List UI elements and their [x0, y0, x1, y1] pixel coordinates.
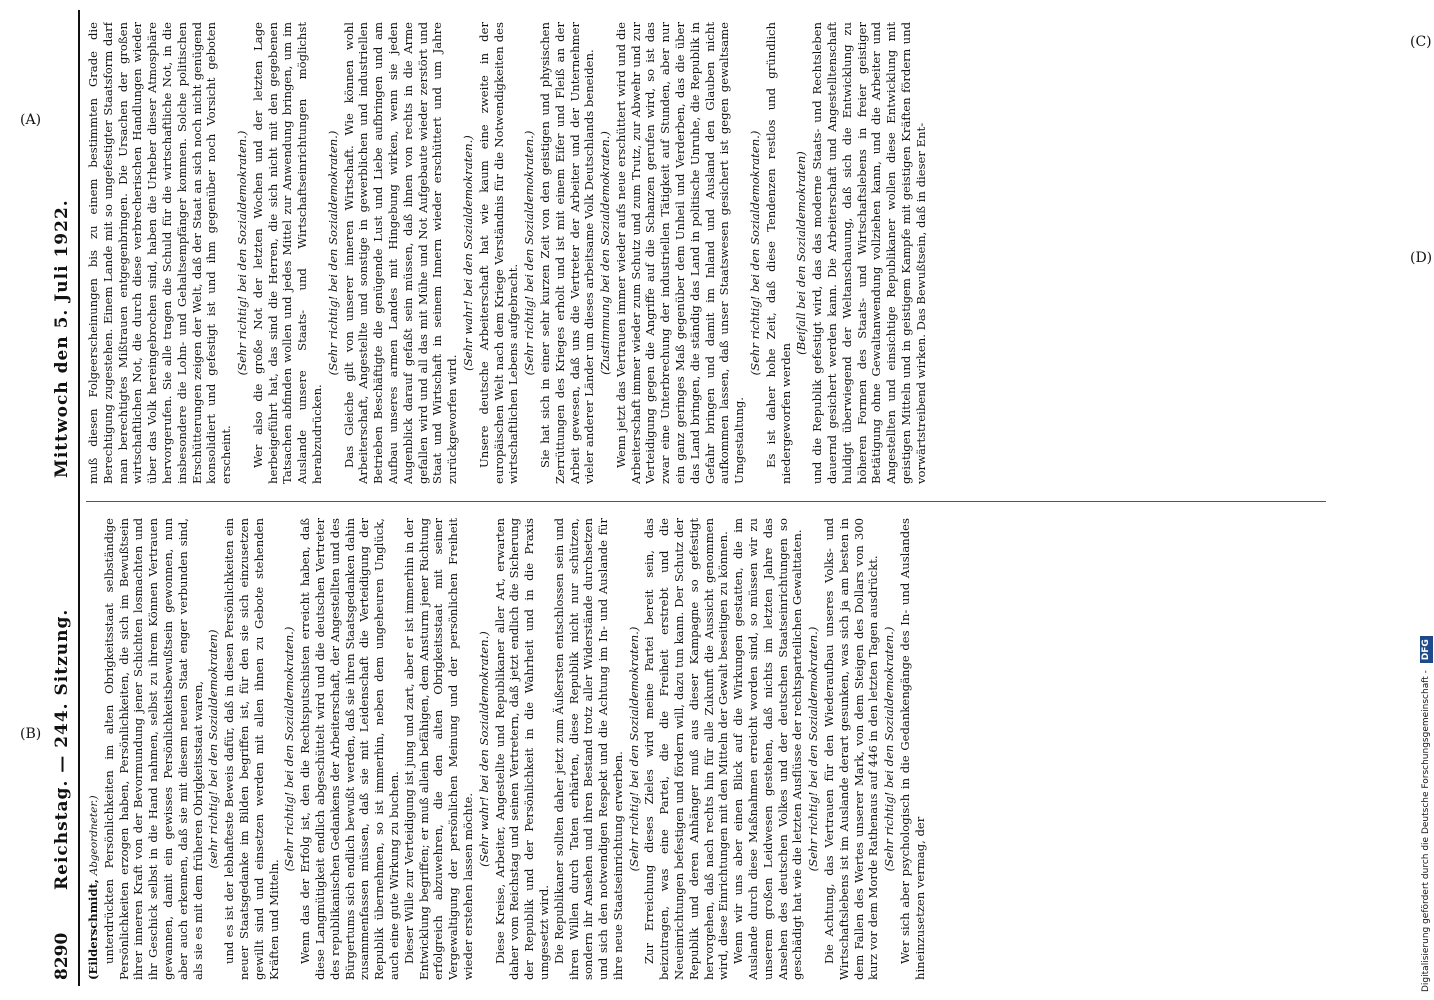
dfg-logo: DFG	[1420, 636, 1433, 663]
speaker-role: Abgeordneter.)	[88, 795, 100, 876]
digitization-sidenote-text	[1416, 8, 1434, 992]
interjection: (Sehr richtig! bei den Sozialdemokraten.)	[882, 626, 897, 872]
margin-mark-c: (C)	[1410, 34, 1432, 50]
paragraph: Unsere deutsche Arbeiterschaft hat wie kaum eine zweite in der europäischen Welt nach dem Kriege Verständnis für die Notwendigkeiten des wirtschaftlichen Lebens aufgebracht.	[476, 22, 521, 484]
speaker-name: (Eilderschmidt,	[86, 879, 100, 980]
interjection: (Sehr richtig! bei den Sozialdemokraten.)	[522, 130, 537, 376]
paragraph: muß diesen Folgeerscheinungen bis zu einem bestimmten Grade die Berechtigung zugestehen. Einem Lande mit so ungefestigter Staatsform darf man berechtigtes Mißtrauen entgegenbringen. Die Ursachen der großen wirtschaftlichen Not, die durch diese verbrecherischen Handlungen wieder über das Volk hereingebrochen sind, haben die Urheber dieser Atmosphäre hervorgerufen. Sie alle tragen die Schuld für die wirtschaftliche Not, in die insbesondere die Lohn- und Gehaltsempfänger kommen. Solche politischen Erschütterungen zeigen der Welt, daß der Staat an sich noch nicht genügend konsolidiert und gefestigt ist und ihm gegenüber noch Vorsicht geboten erscheint.	[86, 22, 234, 484]
margin-mark-a: (A)	[20, 112, 42, 128]
paragraph: und es ist der lebhafteste Beweis dafür, daß in diesen Persönlichkeiten ein neuer Staatsgedanke im Bilden begriffen ist, für den sie sich einzusetzen gewillt sind und einsetzen werden mit allen ihnen zu Gebote stehenden Kräften und Mitteln.	[222, 518, 281, 980]
header-left-title: Reichstag. — 244. Sitzung.	[52, 608, 72, 890]
paragraph: Es ist daher hohe Zeit, daß diese Tendenzen restlos und gründlich niedergeworfen werden	[763, 22, 793, 484]
interjection: (Sehr wahr! bei den Sozialdemokraten.)	[460, 135, 475, 371]
page-number: 8290	[52, 932, 72, 980]
column-divider	[86, 501, 1326, 502]
paragraph: Wer sich aber psychologisch in die Gedankengänge des In- und Auslandes hineinzusetzen vermag, der	[898, 518, 927, 980]
digitization-sidenote	[1416, 8, 1434, 992]
paragraph: Sie hat sich in einer sehr kurzen Zeit von den geistigen und physischen Zerrüttungen des Krieges erholt und ist mit einem Eifer und Fleiß an der Arbeit gewesen, daß uns die Vertreter der Arbeiter und der Unternehmer vieler anderer Länder um dieses arbeitsame Volk Deutschlands beneiden.	[537, 22, 597, 484]
paragraph: Zur Erreichung dieses Zieles wird meine Partei bereit sein, das beizutragen, was eine Partei, die die Freiheit erstrebt und die Neueinrichtungen befestigen und fördern will, dazu tun kann. Der Schutz der Republik und deren Anhänger muß aus dieser Kampagne so gefestigt hervorgehen, daß nach rechts hin für alle Zukunft die Aussicht genommen wird, diese Einrichtungen mit den Mitteln der Gewalt beseitigen zu können.	[642, 518, 731, 980]
digitization-note: Digitalisierung gefördert durch die Deutsche Forschungsgemeinschaft -	[1421, 670, 1431, 992]
paragraph: Wer also die große Not der letzten Wochen und der letzten Lage herbeigeführt hat, das sind die Herren, die sich nicht mit den gegebenen Tatsachen abfinden wollen und jedes Mittel zur Anwendung bringen, um im Auslande unsere Staats- und Wirtschaftseinrichtungen möglichst herabzudrücken.	[250, 22, 324, 484]
interjection: (sehr richtig! bei den Sozialdemokraten)	[206, 629, 221, 869]
right-column	[86, 22, 1336, 484]
interjection: (Sehr richtig! bei den Sozialdemokraten.)	[325, 130, 340, 376]
paragraph: Das Gleiche gilt von unserer inneren Wirtschaft. Wie können wohl Arbeiterschaft, Angestellte und sonstige in gewerblichen und industriellen Betrieben Beschäftigte die genügende Lust und Liebe aufbringen und am Aufbau unseres armen Landes mit Hingebung wirken, wenn sie jeden Augenblick darauf gefaßt sein müssen, daß ihnen von rechts in die Arme gefallen wird und all das mit Mühe und Not Aufgebaute wieder zerstört und Staat und Wirtschaft in seinem Innern wieder erschüttert und um Jahre zurückgeworfen wird.	[341, 22, 460, 484]
paragraph: Die Republikaner sollten daher jetzt zum Äußersten entschlossen sein und ihren Willen durch Taten erhärten, diese Republik nicht nur schützen, sondern ihr Ansehen und ihren Bestand trotz aller Widerstände durchsetzen und sich den notwendigen Respekt und die Achtung im In- und Auslande für ihre neue Staatseinrichtung erwerben.	[551, 518, 625, 980]
interjection: (Sehr richtig! bei den Sozialdemokraten.)	[282, 626, 297, 872]
paragraph: Diese Kreise, Arbeiter, Angestellte und Republikaner aller Art, erwarten daher vom Reichstag und seinen Vertretern, daß jetzt endlich die Sicherung der Republik und der Persönlichkeit in die Wahrheit und in die Praxis umgesetzt wird.	[492, 518, 551, 980]
paragraph: Wenn jetzt das Vertrauen immer wieder aufs neue erschüttert wird und die Arbeiterschaft immer wieder zum Schutz und zum Trutz, zur Abwehr und zur Verteidigung gegen die Angriffe auf die Schanzen gerufen wird, so ist das zwar eine Unterbrechung der industriellen Tätigkeit auf Stunden, aber nur ein ganz geringes Maß gegenüber dem Unheil und Verderben, das die über das Land bringen, die ständig das Land in politische Unruhe, die Republik in Gefahr bringen und damit im Inland und Ausland den Glauben nicht aufkommen lassen, daß unser Staatswesen gesichert ist gegen gewaltsame Umgestaltung.	[613, 22, 747, 484]
paragraph: Dieser Wille zur Verteidigung ist jung und zart, aber er ist immerhin in der Entwicklung begriffen; er muß allein befähigen, dem Ansturm jener Richtung erfolgreich abzuwehren, die den alten Obrigkeitsstaat mit seiner Vergewaltigung der persönlichen Meinung und der persönlichen Freiheit wieder erstehen lassen möchte.	[401, 518, 475, 980]
paragraph: Wenn wir uns aber einen Blick auf die Wirkungen gestatten, die im Auslande durch diese Maßnahmen erreicht worden sind, so müssen wir zu unserem großen Leidwesen gestehen, daß nichts im letzten Jahre das Ansehen des deutschen Volkes und der deutschen Staatseinrichtungen so geschädigt hat wie die letzten Ausflüsse der rechtsparteilichen Gewalttaten.	[731, 518, 805, 980]
interjection: (Sehr richtig! bei den Sozialdemokraten.)	[806, 626, 821, 872]
interjection: (Sehr wahr! bei den Sozialdemokraten.)	[476, 631, 491, 867]
interjection: (Sehr richtig! bei den Sozialdemokraten.)	[748, 130, 763, 376]
speaker-line	[86, 518, 102, 980]
header-right-title: Mittwoch den 5. Juli 1922.	[52, 199, 72, 478]
margin-mark-b: (B)	[20, 726, 42, 742]
paragraph: Wenn das der Erfolg ist, den die Rechtsputschisten erreicht haben, daß diese Langmütigkeit endlich abgeschüttelt wird und die deutschen Vertreter des republikanischen Gedankens der Arbeiterschaft, der Angestellten und des Bürgertums sich endlich bewußt werden, daß sie ihren Staatsgedanken dahin zusammenfassen müssen, daß sie mit Leidenschaft die Verteidigung der Republik übernehmen, so ist immerhin, neben dem ungeheuren Unglück, auch eine gute Wirkung zu buchen.	[298, 518, 401, 980]
interjection: (Sehr richtig! bei den Sozialdemokraten.)	[234, 130, 249, 376]
paragraph: Die Achtung, das Vertrauen für den Wiederaufbau unseres Volks- und Wirtschaftslebens ist im Auslande derart gesunken, was sich ja am besten in dem Fallen des Wertes unserer Mark, von dem Steigen des Dollars von 300 kurz vor dem Morde Rathenaus auf 446 in den letzten Tagen ausdrückt.	[822, 518, 881, 980]
interjection: (Zustimmung bei den Sozialdemokraten.)	[598, 131, 613, 375]
margin-mark-d: (D)	[1410, 250, 1433, 266]
page-header	[52, 10, 80, 986]
interjection: (Sehr richtig! bei den Sozialdemokraten.)	[626, 626, 641, 872]
left-column	[86, 518, 1336, 980]
interjection: (Beifall bei den Sozialdemokraten)	[794, 151, 809, 355]
paragraph: unterdrückten Persönlichkeiten im alten Obrigkeitsstaat selbständige Persönlichkeiten erzogen haben, Persönlichkeiten, die sich im Bewußtsein ihrer inneren Kraft von der Bevormundung jener Schichten losmachten und ihr Geschick selbst in die Hand nahmen, selbst zu ihrem Können Vertrauen gewannen, damit ein gewisses Persönlichkeitsbewußtsein gewonnen, nun aber auch erkennen, daß sie mit diesem neuen Staat enger verbunden sind, als sie es mit dem früheren Obrigkeitsstaat waren,	[101, 518, 205, 980]
paragraph: und die Republik gefestigt wird, das das moderne Staats- und Rechtsleben dauernd gesichert werden kann. Die Arbeiterschaft und Angestelltenschaft huldigt überwiegend der Weltanschauung, daß sich die Entwicklung zu höheren Formen des Staats- und Wirtschaftslebens in freier geistiger Betätigung ohne Gewaltanwendung vollziehen kann, und die Arbeiter und Angestellten und einsichtige Republikaner wollen diese Entwicklung mit geistigen Mitteln und in geistigem Kampfe mit geistigen Kräften fördern und vorwärtstreibend wirken. Das Bewußtsein, daß in dieser Ent-	[810, 22, 928, 484]
